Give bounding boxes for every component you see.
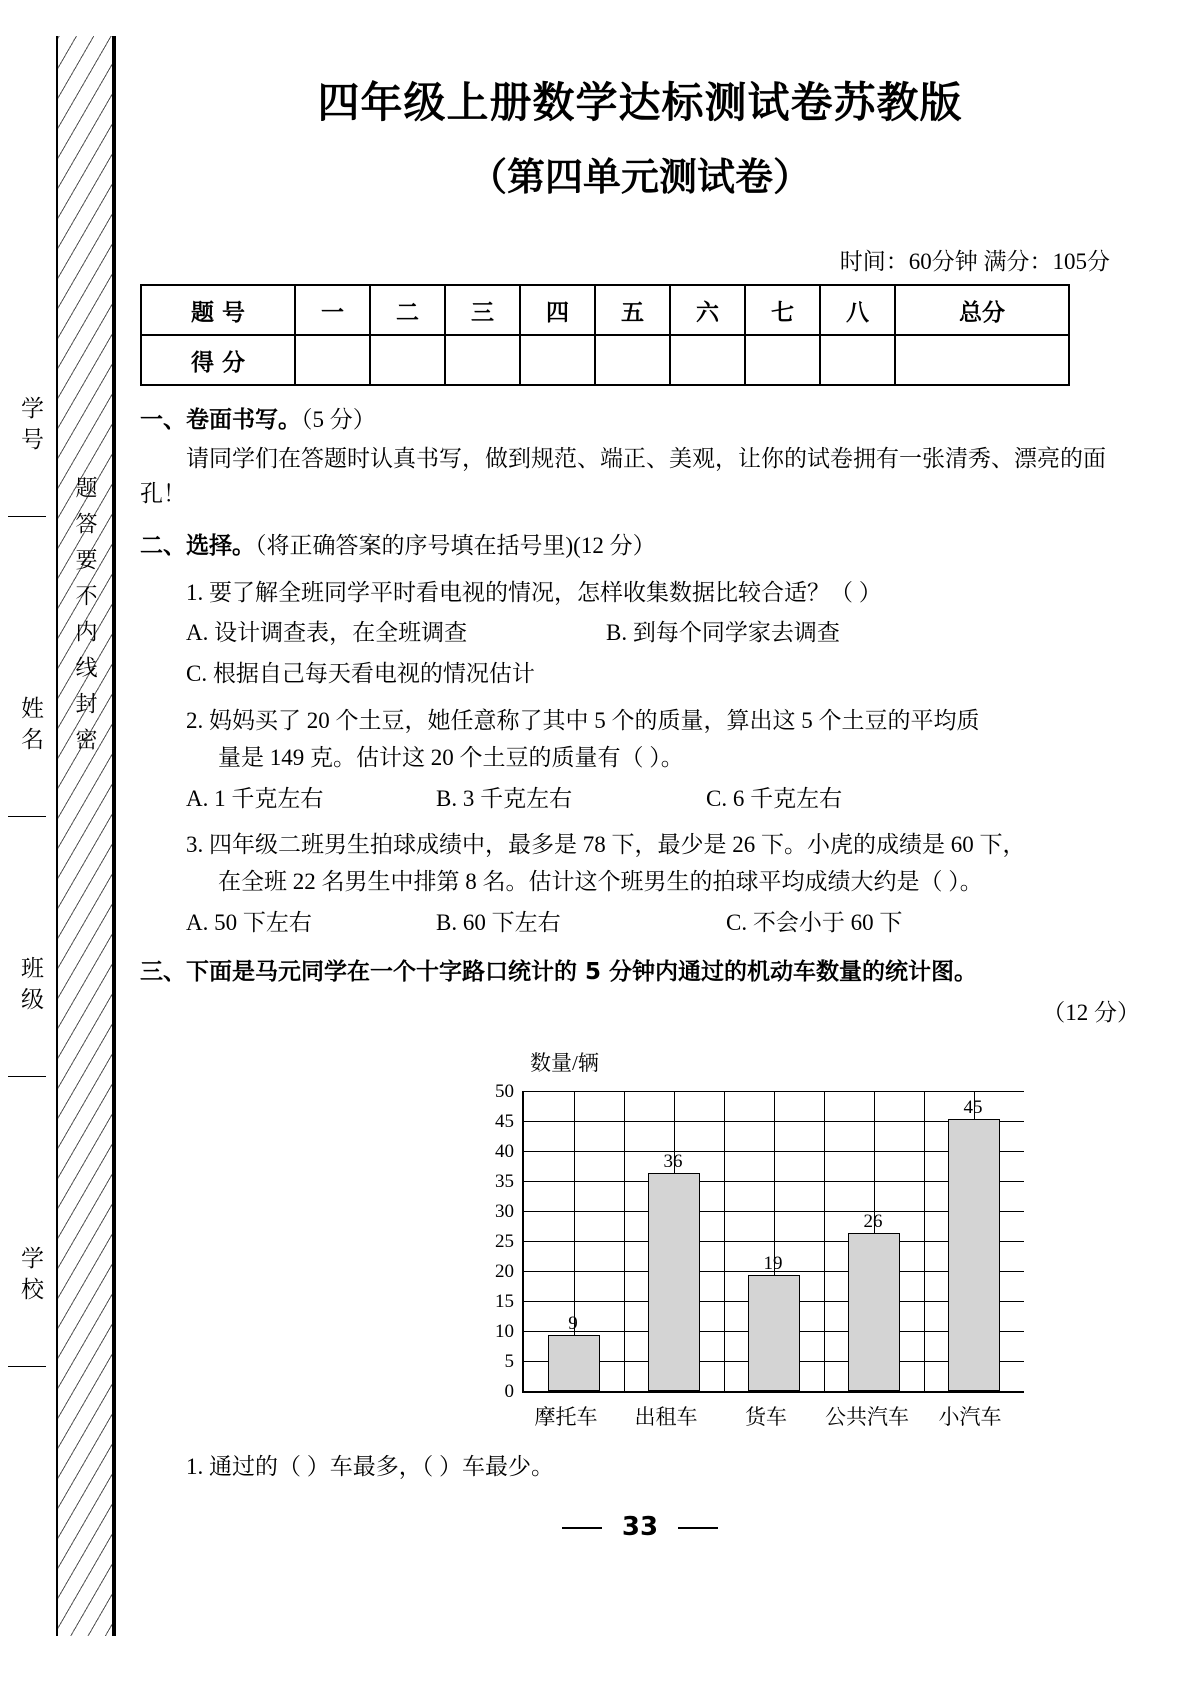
question-3 — [140, 827, 1140, 941]
section-2 — [140, 528, 1140, 565]
table-row — [141, 285, 1069, 335]
score-table-col-8: 八 — [820, 285, 895, 335]
section-2-points: （将正确答案的序号填在括号里)(12 分） — [255, 532, 656, 558]
y-tick-35: 35 — [495, 1171, 514, 1193]
x-tick-taxi: 出租车 — [634, 1405, 698, 1430]
x-tick-bus: 公共汽车 — [825, 1405, 909, 1430]
chart-y-axis-label: 数量/辆 — [530, 1051, 599, 1076]
question-1-number: 1. — [186, 579, 204, 605]
page-number: 33 — [621, 1512, 659, 1543]
question-3-option-a[interactable]: A. 50 下左右 — [186, 909, 312, 935]
page-subtitle: （第四单元测试卷） — [468, 155, 811, 199]
y-tick-20: 20 — [495, 1261, 514, 1283]
y-tick-15: 15 — [495, 1291, 514, 1313]
bar-value-bus: 26 — [863, 1211, 883, 1233]
page-footer — [140, 1512, 1140, 1542]
score-cell-8[interactable] — [820, 335, 895, 385]
score-table-col-2: 二 — [370, 285, 445, 335]
bar-car — [948, 1119, 1000, 1391]
section-1-points: （5 分） — [301, 407, 376, 432]
margin-label-xingming: 姓名 — [18, 696, 43, 758]
section-2-heading: 二、选择。 — [140, 532, 255, 559]
question-2-option-a[interactable]: A. 1 千克左右 — [186, 785, 324, 811]
bar-value-motorcycle: 9 — [568, 1313, 578, 1335]
score-cell-3[interactable] — [445, 335, 520, 385]
bar-bus — [848, 1233, 900, 1391]
bar-taxi — [648, 1173, 700, 1391]
footer-dash-right — [678, 1527, 718, 1529]
score-table — [140, 284, 1070, 386]
question-2 — [140, 703, 1140, 817]
y-tick-40: 40 — [495, 1141, 514, 1163]
question-1-option-c[interactable]: C. 根据自己每天看电视的情况估计 — [186, 661, 535, 687]
question-3-number: 3. — [186, 832, 204, 858]
margin-label-xuehao: 学号 — [18, 396, 43, 458]
page-title: 四年级上册数学达标测试卷苏教版 — [317, 78, 963, 127]
score-table-row-label-1: 题 号 — [141, 285, 295, 335]
section-1-body: 请同学们在答题时认真书写，做到规范、端正、美观，让你的试卷拥有一张清秀、漂亮的面孔！ — [140, 445, 1106, 507]
y-tick-10: 10 — [495, 1321, 514, 1343]
score-cell-2[interactable] — [370, 335, 445, 385]
section-1-heading: 一、卷面书写。 — [140, 407, 301, 433]
score-table-col-6: 六 — [670, 285, 745, 335]
score-table-col-5: 五 — [595, 285, 670, 335]
question-3-option-c[interactable]: C. 不会小于 60 下 — [726, 909, 903, 935]
section-1 — [140, 402, 1140, 439]
y-tick-0: 0 — [504, 1381, 514, 1403]
y-tick-30: 30 — [495, 1201, 514, 1223]
y-tick-5: 5 — [504, 1351, 514, 1373]
x-tick-truck: 货车 — [745, 1405, 787, 1430]
bar-value-taxi: 36 — [663, 1151, 683, 1173]
question-2-option-b[interactable]: B. 3 千克左右 — [436, 785, 573, 811]
section-3-sub-question-1-text: 1. 通过的（ ）车最多，（ ）车最少。 — [186, 1454, 554, 1480]
score-cell-total[interactable] — [895, 335, 1069, 385]
score-table-col-4: 四 — [520, 285, 595, 335]
exam-paper-content — [140, 40, 1140, 1542]
section-3-heading: 三、下面是马元同学在一个十字路口统计的 5 分钟内通过的机动车数量的统计图。 — [140, 958, 978, 985]
question-1-option-a[interactable]: A. 设计调查表，在全班调查 — [186, 620, 468, 646]
score-cell-4[interactable] — [520, 335, 595, 385]
y-tick-45: 45 — [495, 1111, 514, 1133]
score-cell-1[interactable] — [295, 335, 370, 385]
margin-student-fields — [0, 36, 56, 1636]
question-3-option-b[interactable]: B. 60 下左右 — [436, 909, 561, 935]
margin-seal-strip — [56, 36, 112, 1636]
score-table-col-3: 三 — [445, 285, 520, 335]
score-table-col-total: 总分 — [895, 285, 1069, 335]
question-3-text-line2: 在全班 22 名男生中排第 8 名。估计这个班男生的拍球平均成绩大约是（ ）。 — [218, 869, 983, 895]
score-cell-7[interactable] — [745, 335, 820, 385]
margin-label-xuexiao: 学校 — [18, 1246, 43, 1308]
x-tick-car: 小汽车 — [938, 1405, 1002, 1430]
bar-value-car: 45 — [963, 1097, 983, 1119]
margin-label-banji: 班级 — [18, 956, 43, 1018]
y-tick-50: 50 — [495, 1081, 514, 1103]
question-2-text-line1: 妈妈买了 20 个土豆，她任意称了其中 5 个的质量，算出这 5 个土豆的平均质 — [209, 707, 980, 733]
question-1-option-b[interactable]: B. 到每个同学家去调查 — [606, 620, 840, 646]
x-tick-motorcycle: 摩托车 — [534, 1405, 598, 1430]
bar-truck — [748, 1275, 800, 1391]
question-2-option-c[interactable]: C. 6 千克左右 — [706, 785, 843, 811]
footer-dash-left — [562, 1527, 602, 1529]
table-row — [141, 335, 1069, 385]
bar-motorcycle — [548, 1335, 600, 1391]
section-3-points: （12 分） — [1042, 1000, 1140, 1026]
score-cell-6[interactable] — [670, 335, 745, 385]
score-cell-5[interactable] — [595, 335, 670, 385]
score-table-col-1: 一 — [295, 285, 370, 335]
section-3-heading-wrap — [140, 954, 1140, 991]
score-table-col-7: 七 — [745, 285, 820, 335]
question-1 — [140, 575, 1140, 693]
question-2-text-line2: 量是 149 克。估计这 20 个土豆的质量有（ ）。 — [218, 744, 684, 770]
bar-chart — [140, 1041, 1140, 1430]
bar-value-truck: 19 — [763, 1253, 783, 1275]
score-table-row-label-2: 得 分 — [141, 335, 295, 385]
time-and-total-score: 时间：60分钟 满分：105分 — [839, 249, 1110, 274]
question-3-text-line1: 四年级二班男生拍球成绩中，最多是 78 下，最少是 26 下。小虎的成绩是 60 下， — [209, 832, 1026, 858]
question-1-text: 要了解全班同学平时看电视的情况，怎样收集数据比较合适？（ ） — [209, 579, 882, 605]
y-tick-25: 25 — [495, 1231, 514, 1253]
seal-line-text: 题答要不内线封密 — [73, 476, 98, 764]
section-3-sub-question-1 — [140, 1449, 1140, 1486]
question-2-number: 2. — [186, 707, 204, 733]
